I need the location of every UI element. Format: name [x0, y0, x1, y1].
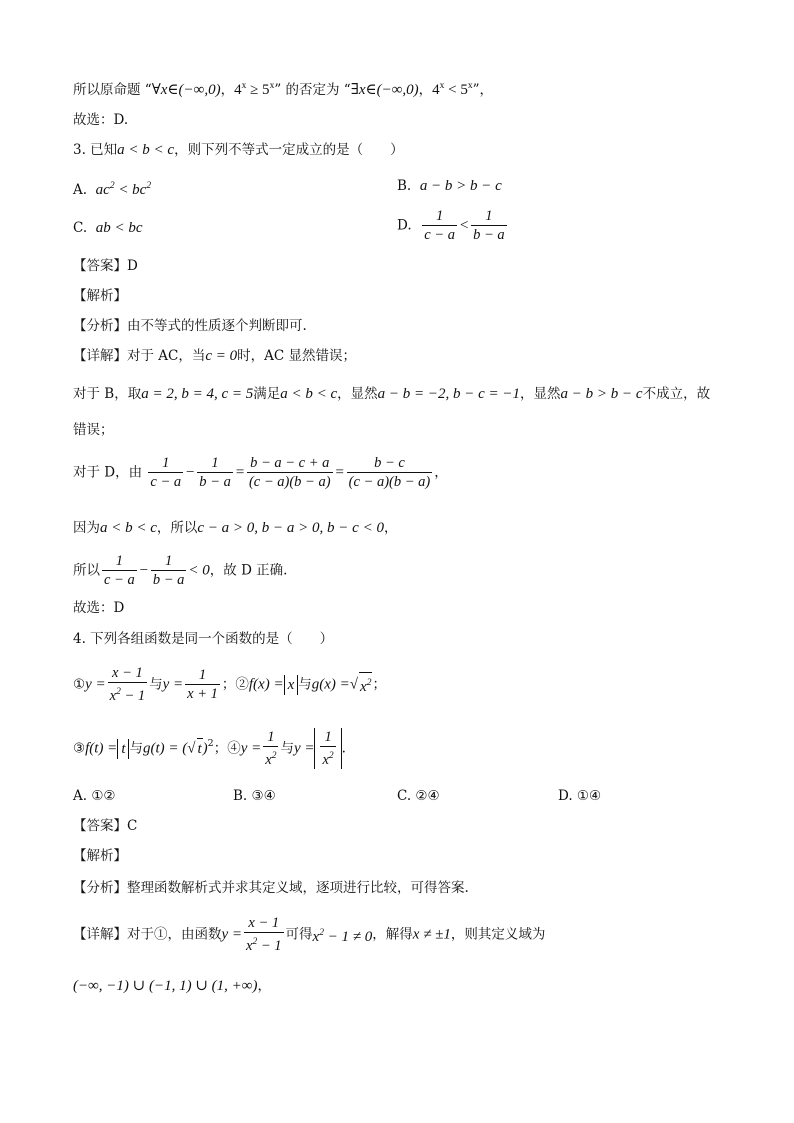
q4-option-c: C. ②④: [397, 788, 440, 804]
line-negation: [73, 76, 493, 100]
question-4: 4. 下列各组函数是同一个函数的是（ ）: [73, 631, 334, 647]
q4-option-b: B. ③④: [233, 788, 276, 804]
detail-q4: 【详解】对于①，由函数y = $\frac{x - 1}{x^2 - 1}$ 可得$x^2 - 1 \ne 0$，解得x ≠ ±1，则其定义域为: [73, 915, 546, 954]
text: ，: [418, 82, 433, 98]
math: ∀x∈(−∞,0): [151, 82, 221, 98]
option-a: A. $ac^2 < bc^2$: [73, 181, 152, 198]
detail-d: 对于 D，由 $\frac{1}{c - a}$ − $\frac{1}{b - a}$ = $\frac{b - a - c + a}{(c - a)(b - a)}$ = $\frac{b - c}{(c - a)(b - a)}$ ，: [73, 455, 448, 490]
answer-choice-2: 故选：D: [73, 600, 125, 616]
q4-option-a: A. ①②: [73, 788, 116, 804]
text: ”，: [472, 82, 494, 98]
math: $4^x \ge 5^x$: [234, 81, 275, 98]
domain-result: (−∞, −1) ∪ (−1, 1) ∪ (1, +∞)，: [73, 978, 271, 994]
analysis-label: 【解析】: [73, 288, 127, 304]
function-pairs-2: ③f(t) = t 与g(t) = (√ t)$^2$；④y = $\frac{1}{x^2}$ 与y = $\frac{1}{x^2}$ .: [73, 729, 346, 768]
detail-b-cont: 错误；: [73, 422, 114, 438]
option-b: B. a − b > b − c: [397, 178, 502, 194]
math: ∃x∈(−∞,0): [350, 82, 419, 98]
analysis-summary: 【分析】由不等式的性质逐个判断即可.: [73, 318, 307, 334]
detail-ac: 【详解】对于 AC，当c = 0时，AC 显然错误；: [73, 348, 357, 364]
analysis-label-2: 【解析】: [73, 848, 127, 864]
detail-b: 对于 B，取a = 2, b = 4, c = 5满足a < b < c，显然a − b = −2, b − c = −1，显然a − b > b − c不成立，故: [73, 386, 711, 402]
answer-label: 【答案】D: [73, 258, 138, 274]
text: ” 的否定为 “: [274, 82, 351, 98]
option-c: C. ab < bc: [73, 220, 143, 236]
analysis-summary-2: 【分析】整理函数解析式并求其定义域，逐项进行比较，可得答案.: [73, 880, 469, 896]
math: $4^x < 5^x$: [432, 81, 473, 98]
function-pairs-1: ①y = $\frac{x - 1}{x^2 - 1}$ 与y = $\frac{1}{x + 1}$ ；②f(x) = x 与g(x) =√ $x^2$；: [73, 665, 386, 704]
text: 所以原命题 “: [73, 82, 152, 98]
answer-label-2: 【答案】C: [73, 818, 138, 834]
question-3: 3. 已知a < b < c，则下列不等式一定成立的是（ ）: [73, 142, 404, 158]
answer-choice: 故选：D.: [73, 112, 129, 128]
detail-because: 因为a < b < c，所以c − a > 0, b − a > 0, b − c < 0，: [73, 520, 398, 536]
q4-option-d: D. ①④: [558, 788, 602, 804]
detail-so: 所以 $\frac{1}{c - a}$ − $\frac{1}{b - a}$ < 0，故 D 正确.: [73, 553, 288, 588]
text: ，: [220, 82, 235, 98]
option-d: D. $\frac{1}{c - a}$ < $\frac{1}{b - a}$: [397, 208, 505, 243]
